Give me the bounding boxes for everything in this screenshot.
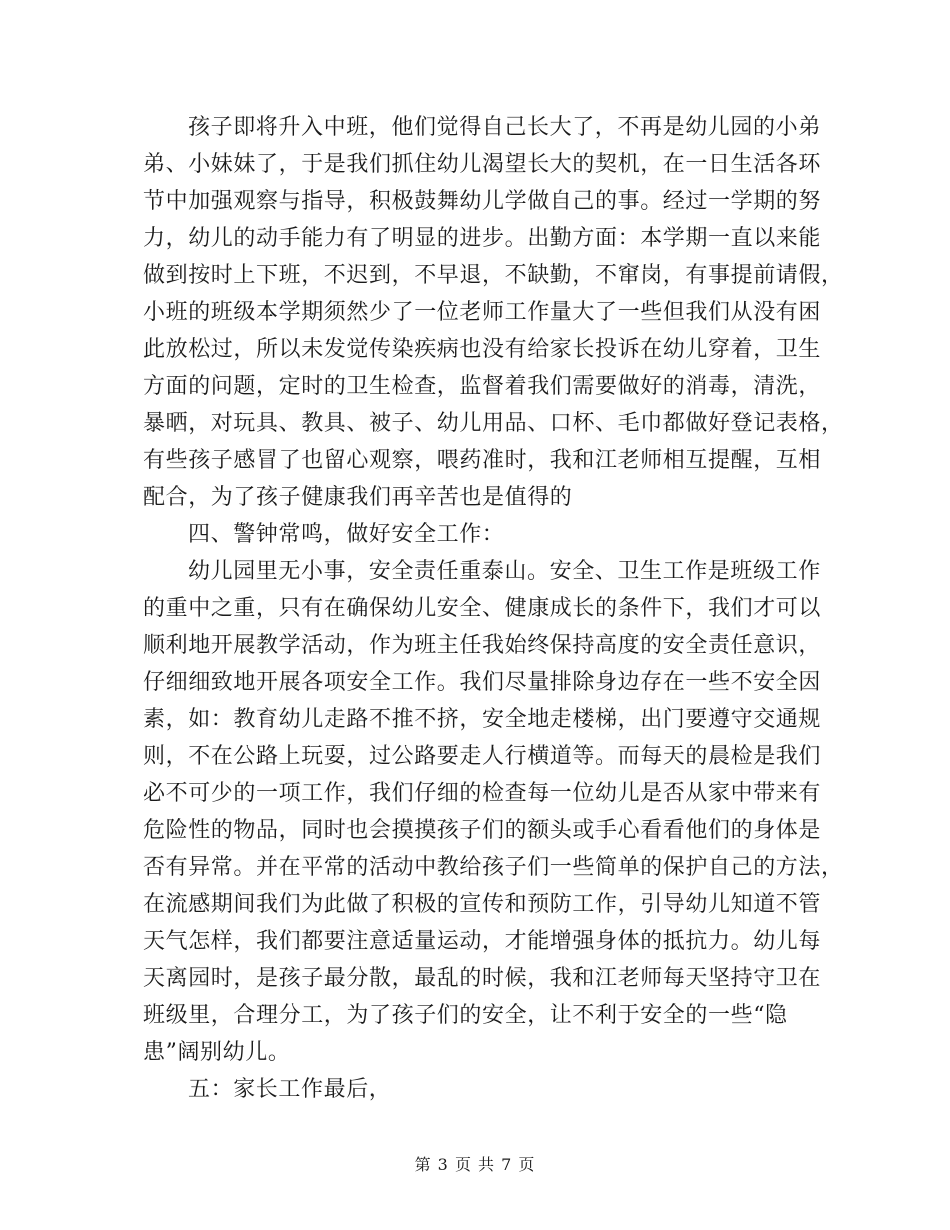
paragraph-line: 必不可少的一项工作，我们仔细的检查每一位幼儿是否从家中带来有: [143, 781, 822, 806]
paragraph-line: 否有异常。并在平常的活动中教给孩子们一些简单的保护自己的方法，: [143, 855, 844, 880]
paragraph-line: 患”阔别幼儿。: [143, 1040, 291, 1065]
paragraph-line: 配合，为了孩子健康我们再辛苦也是值得的: [143, 485, 573, 510]
paragraph-line: 天离园时，是孩子最分散，最乱的时候，我和江老师每天坚持守卫在: [143, 966, 822, 991]
paragraph-line: 在流感期间我们为此做了积极的宣传和预防工作，引导幼儿知道不管: [143, 892, 822, 917]
paragraph-line: 的重中之重，只有在确保幼儿安全、健康成长的条件下，我们才可以: [143, 596, 822, 621]
paragraph-line: 素，如：教育幼儿走路不推不挤，安全地走楼梯，出门要遵守交通规: [143, 707, 822, 732]
paragraph-line: 仔细细致地开展各项安全工作。我们尽量排除身边存在一些不安全因: [143, 670, 822, 695]
paragraph-line: 做到按时上下班，不迟到，不早退，不缺勤，不窜岗，有事提前请假，: [143, 263, 844, 288]
paragraph-line: 孩子即将升入中班，他们觉得自己长大了，不再是幼儿园的小弟: [188, 115, 821, 140]
paragraph-line: 节中加强观察与指导，积极鼓舞幼儿学做自己的事。经过一学期的努: [143, 189, 822, 214]
paragraph-line: 弟、小妹妹了，于是我们抓住幼儿渴望长大的契机，在一日生活各环: [143, 152, 822, 177]
paragraph-line: 班级里，合理分工，为了孩子们的安全，让不利于安全的一些“隐: [143, 1003, 788, 1028]
paragraph-line: 此放松过，所以未发觉传染疾病也没有给家长投诉在幼儿穿着，卫生: [143, 337, 822, 362]
paragraph-line: 力，幼儿的动手能力有了明显的进步。出勤方面：本学期一直以来能: [143, 226, 822, 251]
paragraph-line: 有些孩子感冒了也留心观察，喂药准时，我和江老师相互提醒，互相: [143, 448, 822, 473]
paragraph-line: 小班的班级本学期须然少了一位老师工作量大了一些但我们从没有困: [143, 300, 822, 325]
paragraph-line: 暴晒，对玩具、教具、被子、幼儿用品、口杯、毛巾都做好登记表格，: [143, 411, 844, 436]
paragraph-line: 危险性的物品，同时也会摸摸孩子们的额头或手心看看他们的身体是: [143, 818, 822, 843]
page-number-footer: 第 3 页 共 7 页: [414, 1155, 536, 1174]
paragraph-line: 幼儿园里无小事，安全责任重泰山。安全、卫生工作是班级工作: [188, 559, 821, 584]
paragraph-line: 方面的问题，定时的卫生检查，监督着我们需要做好的消毒，清洗，: [143, 374, 822, 399]
section-heading: 四、警钟常鸣，做好安全工作：: [188, 522, 505, 547]
section-heading: 五：家长工作最后，: [188, 1077, 392, 1102]
paragraph-line: 顺利地开展教学活动，作为班主任我始终保持高度的安全责任意识，: [143, 633, 822, 658]
paragraph-line: 天气怎样，我们都要注意适量运动，才能增强身体的抵抗力。幼儿每: [143, 929, 822, 954]
paragraph-line: 则，不在公路上玩耍，过公路要走人行横道等。而每天的晨检是我们: [143, 744, 822, 769]
